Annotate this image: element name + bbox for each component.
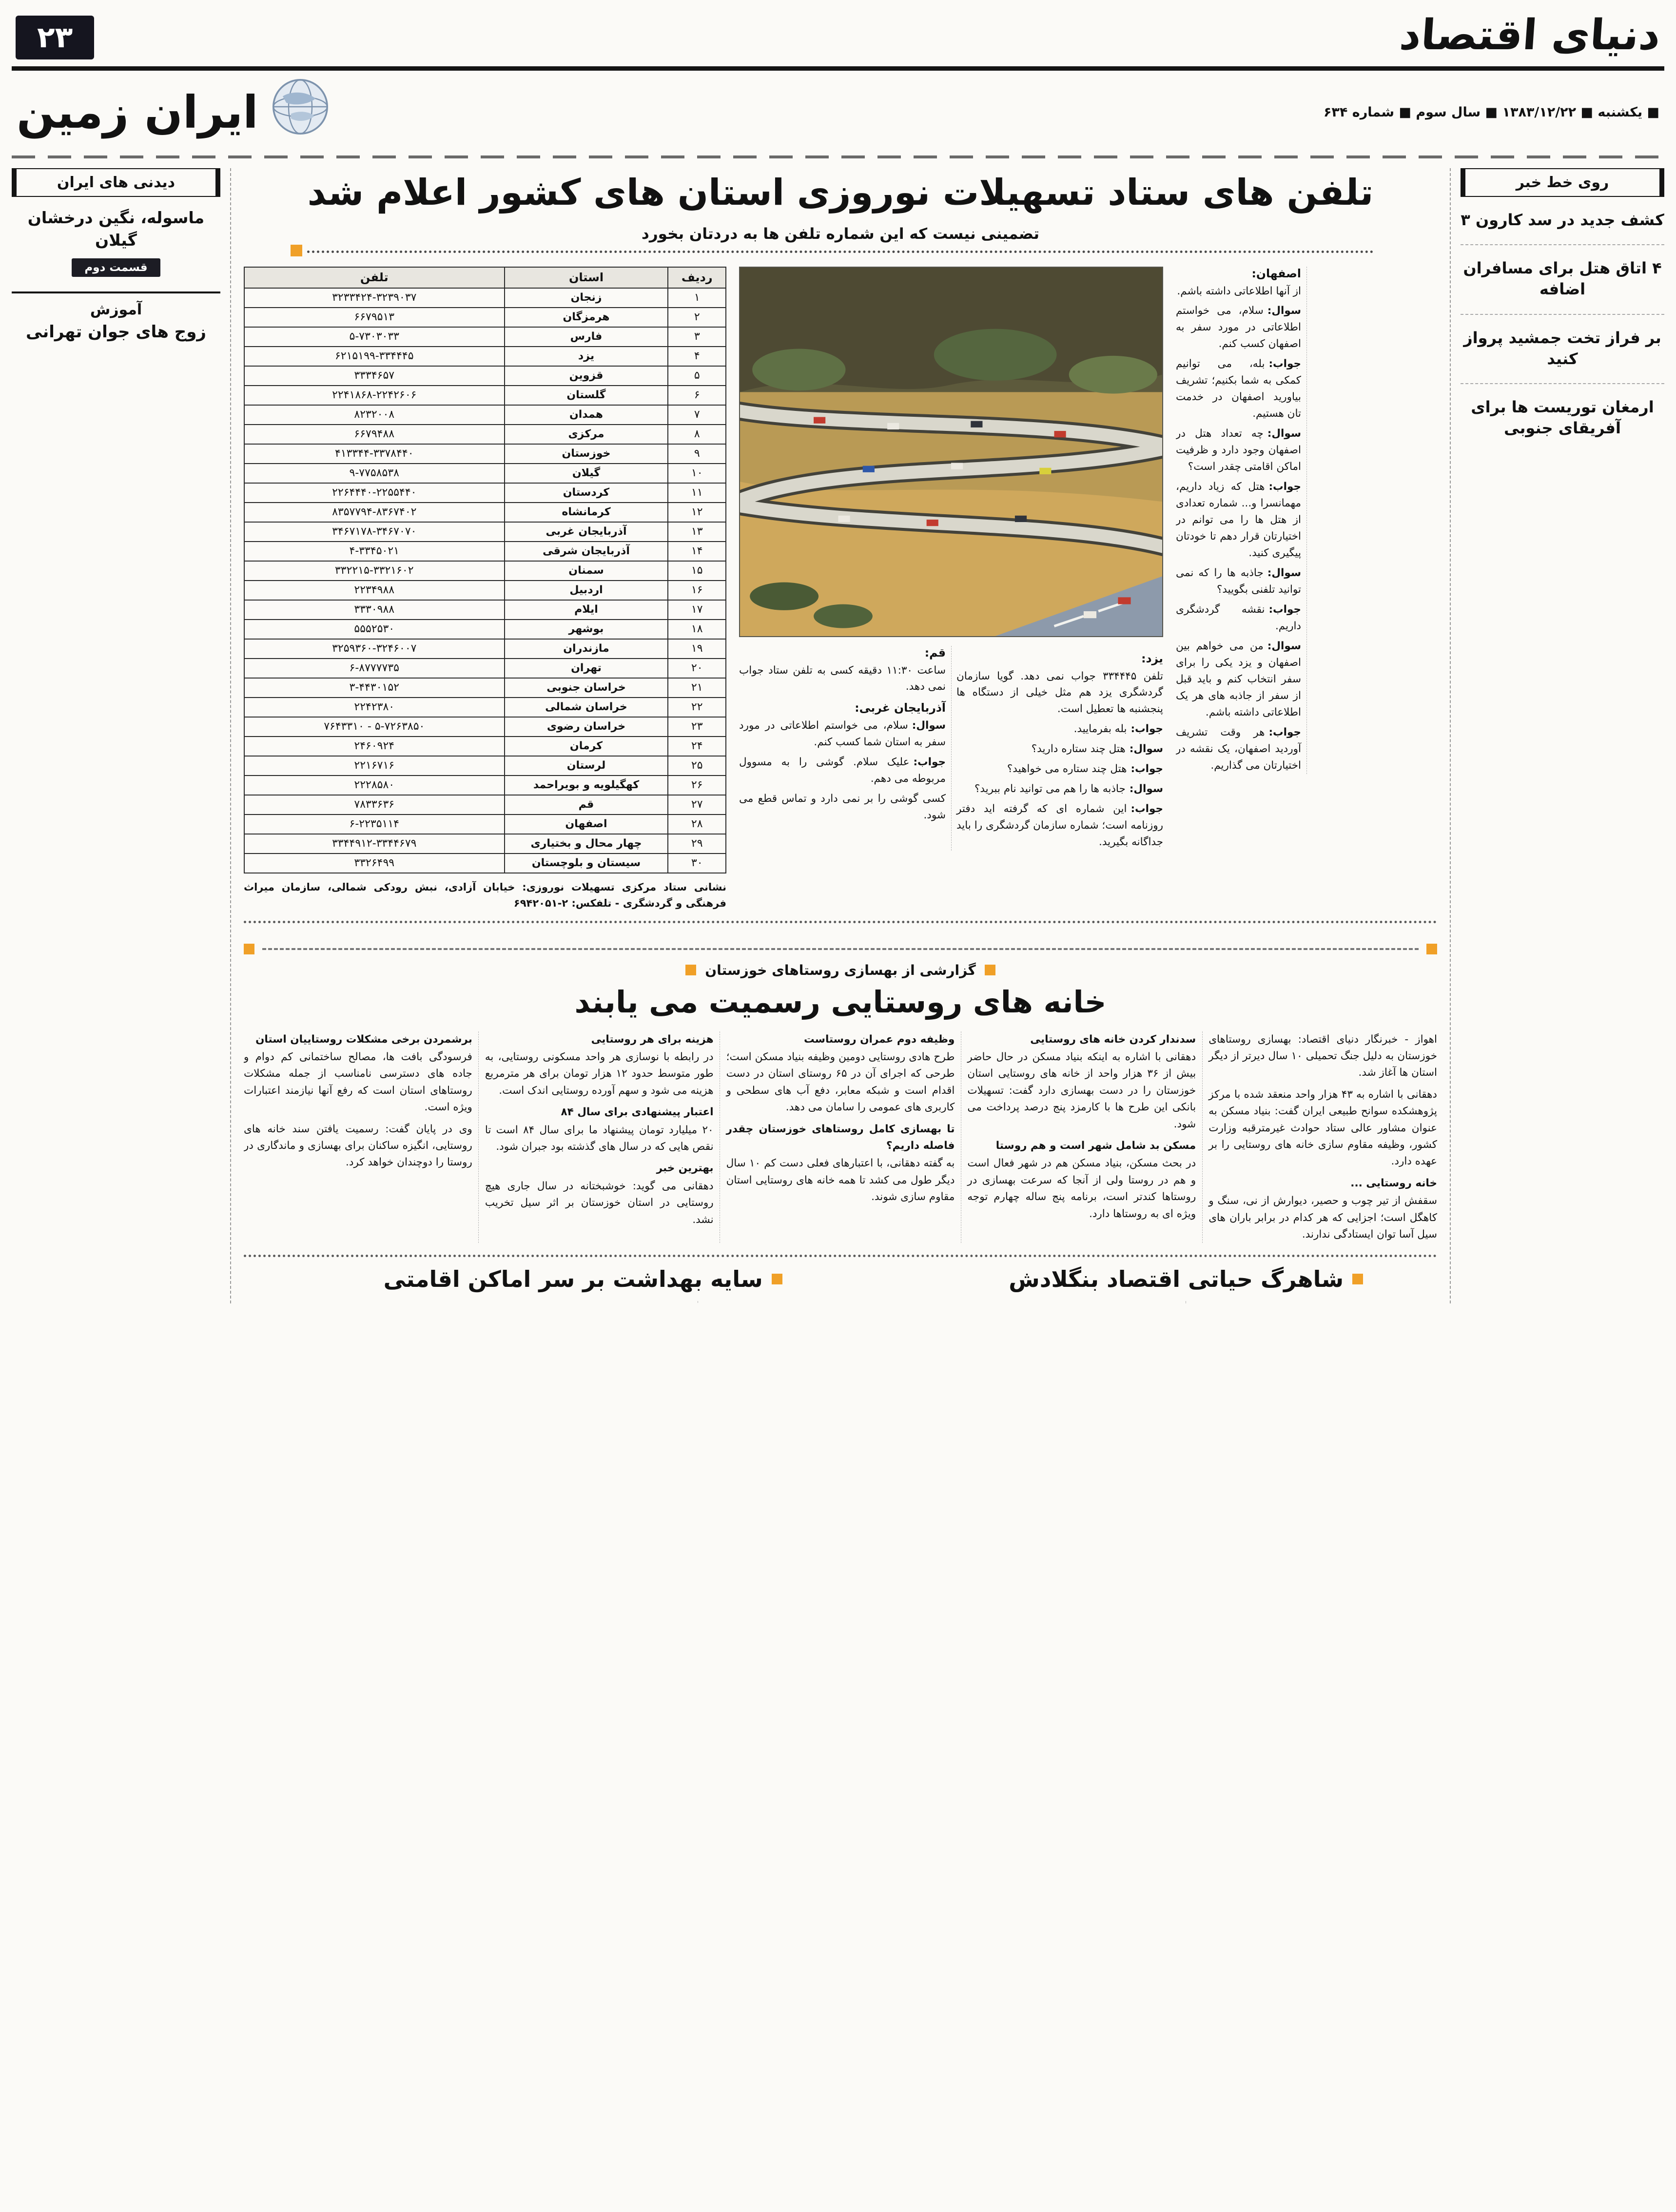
masuleh-article (12, 207, 220, 277)
qa-line (1176, 565, 1301, 598)
cell-phone: ۶۲۱۵۱۹۹-۳۳۴۴۴۵ (244, 347, 505, 366)
table-row (244, 834, 726, 854)
training-kicker: آموزش (12, 291, 220, 318)
qa-line-text: من می خواهم بین اصفهان و یزد یکی را برای سفر انتخاب کنم و باید قبل از سفر از جاذبه های هر یک اطلاعاتی داشته باشم. (1176, 640, 1301, 718)
left-rail-kicker: دیدنی های ایران (12, 168, 220, 197)
table-row (244, 386, 726, 405)
rail-article-title: بر فراز تخت جمشید پرواز کنید (1463, 328, 1661, 368)
cell-phone: ۷۸۳۳۶۳۶ (244, 795, 505, 815)
qa-line (1176, 602, 1301, 635)
khuzestan-item-text: اهواز - خبرنگار دنیای اقتصاد: بهسازی روستاهای خوزستان به دلیل جنگ تحمیلی ۱۰ سال دیرتر از دیگر استان ها آغاز شد. (1208, 1033, 1437, 1079)
cell-province: اصفهان (505, 815, 668, 834)
masuleh-title: ماسوله، نگین درخشان گیلان (27, 208, 205, 250)
khuzestan-subhead: هزینه برای هر روستایی (591, 1033, 714, 1046)
qa-line-text: این شماره ای که گرفته اید دفتر روزنامه است؛ شماره سازمان گردشگری را باید جداگانه بگیرید. (956, 803, 1163, 849)
qa-line-text: سلام، می خواستم اطلاعاتی در مورد سفر به اصفهان کسب کنم. (1176, 305, 1301, 350)
left-rail (12, 168, 231, 1303)
cell-row-number: ۱۶ (668, 581, 726, 600)
khuzestan-subhead: وظیفه دوم عمران روستاست (804, 1033, 955, 1046)
cell-province: مازندران (505, 639, 668, 659)
table-row (244, 561, 726, 581)
bangladesh-body (935, 1301, 1437, 1303)
cell-phone: ۲۲۳۴۹۸۸ (244, 581, 505, 600)
cell-province: قزوین (505, 366, 668, 386)
cell-row-number: ۳۰ (668, 854, 726, 873)
cell-province: خراسان جنوبی (505, 678, 668, 698)
rail-article-title: کشف جدید در سد کارون ۳ (1461, 211, 1664, 229)
cell-province: کهگیلویه و بویراحمد (505, 776, 668, 795)
qa-line-label: سوال: (1267, 567, 1301, 579)
cell-row-number: ۱۹ (668, 639, 726, 659)
qa-block (1176, 267, 1301, 774)
cell-province: گیلان (505, 464, 668, 483)
table-row (244, 366, 726, 386)
khuzestan-subhead: بهترین خبر (656, 1162, 714, 1175)
bangladesh-article (935, 1266, 1437, 1303)
orange-square-icon (772, 1274, 782, 1284)
lead-intro-cell (1176, 267, 1437, 912)
cell-phone: ۸۳۵۷۷۹۴-۸۳۶۷۴۰۲ (244, 503, 505, 522)
lead-intro-columns (1176, 267, 1437, 774)
lead-headline: تلفن های ستاد تسهیلات نوروزی استان های کشور اعلام شد (307, 172, 1374, 213)
training-title: زوج های جوان تهرانی (26, 322, 206, 342)
cell-row-number: ۹ (668, 444, 726, 464)
cell-row-number: ۲۷ (668, 795, 726, 815)
table-row (244, 464, 726, 483)
cell-row-number: ۲ (668, 308, 726, 327)
khuzestan-item (967, 1031, 1196, 1133)
cell-row-number: ۱۳ (668, 522, 726, 542)
cell-province: یزد (505, 347, 668, 366)
khuzestan-item-text: در رابطه با نوسازی هر واحد مسکونی روستایی، به طور متوسط حدود ۱۲ هزار تومان برای هر مترمربع هزینه می شود و سهم آورده روستایی اندک است. (485, 1051, 714, 1097)
cell-row-number: ۱۵ (668, 561, 726, 581)
qa-line-text: نقشه گردشگری داریم. (1176, 603, 1301, 632)
right-rail-articles (1461, 210, 1664, 452)
orange-square-icon (685, 965, 696, 975)
cell-phone: ۵۵۵۲۵۳۰ (244, 620, 505, 639)
khuzestan-item-text: وی در پایان گفت: رسمیت یافتن سند خانه های روستایی، انگیزه ساکنان برای بهسازی و ماندگاری در روستا را دوچندان خواهد کرد. (244, 1123, 472, 1169)
qa-line-text: چه تعداد هتل در اصفهان وجود دارد و ظرفیت اماکن اقامتی چقدر است؟ (1176, 427, 1301, 473)
qa-under-photo (739, 646, 1163, 851)
cell-phone: ۵-۷۳۰۳۰۳۳ (244, 327, 505, 347)
cell-province: سیستان و بلوچستان (505, 854, 668, 873)
page (12, 0, 1664, 1303)
health-title: سایه بهداشت بر سر اماکن اقامتی (383, 1266, 763, 1293)
rail-article (1461, 258, 1664, 314)
qa-line (956, 741, 1163, 757)
table-row (244, 659, 726, 678)
cell-phone: ۳-۴۴۳۰۱۵۲ (244, 678, 505, 698)
table-row (244, 795, 726, 815)
qa-line (956, 668, 1163, 718)
khuzestan-body (244, 1031, 1437, 1243)
qa-city-label: قم: (924, 645, 946, 660)
qa-line (956, 721, 1163, 737)
phone-table-body (244, 288, 726, 873)
health-article (244, 1266, 922, 1303)
cell-phone: ۲۲۴۲۳۸۰ (244, 698, 505, 717)
page-number: ۲۳ (16, 16, 94, 59)
khuzestan-subhead: مسکن بد شامل شهر است و هم روستا (995, 1140, 1196, 1152)
masthead-row (12, 8, 1664, 66)
photo-cell (739, 267, 1163, 912)
cell-row-number: ۵ (668, 366, 726, 386)
cell-province: همدان (505, 405, 668, 425)
khuzestan-item (1208, 1031, 1437, 1082)
col-header-row: ردیف (668, 267, 726, 288)
khuzestan-item (967, 1138, 1196, 1222)
khuzestan-item-text: فرسودگی بافت ها، مصالح ساختمانی کم دوام و جاده های دسترسی نامناسب از جمله مشکلات روستاهای استان است که رفع آنها نیازمند اعتبارات ویژه است. (244, 1051, 472, 1114)
table-row (244, 717, 726, 737)
khuzestan-item-text: به گفته دهقانی، با اعتبارهای فعلی دست کم ۱۰ سال دیگر طول می کشد تا همه خانه های روستایی استان مقاوم سازی شوند. (726, 1157, 955, 1203)
cell-phone: ۲۲۴۱۸۶۸-۲۲۴۲۶۰۶ (244, 386, 505, 405)
cell-province: کردستان (505, 483, 668, 503)
dateline: ■ یکشنبه ■ ۱۳۸۳/۱۲/۲۲ ■ سال سوم ■ شماره ۶۳۴ (1323, 104, 1659, 120)
qa-lines (739, 662, 946, 696)
orange-square-icon (985, 965, 995, 975)
cell-row-number: ۱۸ (668, 620, 726, 639)
khuzestan-item-text: ۲۰ میلیارد تومان پیشنهاد ما برای سال ۸۴ است تا نقص هایی که در سال های گذشته بود جبران شود. (485, 1124, 714, 1153)
cell-row-number: ۲۳ (668, 717, 726, 737)
cell-phone: ۳۲۵۹۳۶۰-۳۲۴۶۰۰۷ (244, 639, 505, 659)
table-row (244, 522, 726, 542)
cell-row-number: ۲۲ (668, 698, 726, 717)
qa-line-text: هتل چند ستاره می خواهید؟ (1007, 763, 1127, 776)
rail-article (1461, 397, 1664, 452)
cell-province: هرمزگان (505, 308, 668, 327)
cell-row-number: ۲۸ (668, 815, 726, 834)
khuzestan-item (726, 1031, 955, 1116)
table-row (244, 308, 726, 327)
cell-phone: ۲۲۲۸۵۸۰ (244, 776, 505, 795)
khuzestan-headline: خانه های روستایی رسمیت می یابند (574, 984, 1107, 1020)
cell-province: فارس (505, 327, 668, 347)
cell-phone: ۶۶۷۹۵۱۳ (244, 308, 505, 327)
orange-square-icon (244, 944, 254, 954)
qa-line-label: جواب: (1130, 723, 1163, 736)
khuzestan-kicker (244, 962, 1437, 978)
qa-block (956, 652, 1163, 851)
khuzestan-subhead: برشمردن برخی مشکلات روستاییان استان (255, 1033, 472, 1046)
cell-row-number: ۲۰ (668, 659, 726, 678)
table-row (244, 815, 726, 834)
cell-row-number: ۴ (668, 347, 726, 366)
part-badge: قسمت دوم (72, 258, 160, 277)
cell-phone: ۶-۸۷۷۷۷۳۵ (244, 659, 505, 678)
section-name: ایران زمین (17, 86, 258, 138)
section-title (17, 78, 330, 147)
khuzestan-item-text: دهقانی با اشاره به اینکه بنیاد مسکن در حال حاضر بیش از ۳۶ هزار واحد از خانه های روستایی استان خوزستان را در دست بهسازی دارد گفت: تسهیلات بانکی این طرح ها با کارمزد پنج درصد پرداخت می شود. (967, 1051, 1196, 1130)
cell-phone: ۴۱۳۳۴۴-۳۳۷۸۴۴۰ (244, 444, 505, 464)
cell-row-number: ۱۰ (668, 464, 726, 483)
cell-phone: ۳۳۳۴۶۵۷ (244, 366, 505, 386)
cell-row-number: ۲۶ (668, 776, 726, 795)
cell-province: لرستان (505, 756, 668, 776)
cell-province: گلستان (505, 386, 668, 405)
khuzestan-report (244, 962, 1437, 1243)
qa-line-label: جواب: (1268, 481, 1301, 493)
qa-line (739, 791, 946, 824)
lead-story (244, 168, 1437, 1303)
cell-province: خراسان رضوی (505, 717, 668, 737)
qa-line (739, 718, 946, 751)
right-rail (1450, 168, 1664, 1303)
masthead-rule (12, 66, 1664, 71)
qa-strip (244, 921, 1437, 931)
lead-subhead: تضمینی نیست که این شماره تلفن ها به دردتان بخورد (307, 225, 1374, 253)
qa-block (739, 701, 946, 824)
qa-line-text: هتل چند ستاره دارید؟ (1031, 743, 1126, 756)
khuzestan-subhead: سدندار کردن خانه های روستایی (1030, 1033, 1196, 1046)
page-header (12, 8, 1664, 158)
table-row (244, 327, 726, 347)
qa-lines (739, 718, 946, 824)
qa-line-text: جاذبه ها را هم می توانید نام ببرید؟ (974, 783, 1126, 796)
qa-line-label: سوال: (1267, 640, 1301, 652)
qa-line-label: جواب: (1268, 603, 1301, 616)
qa-lines (1176, 283, 1301, 774)
cell-province: خوزستان (505, 444, 668, 464)
bangladesh-title: شاهرگ حیاتی اقتصاد بنگلادش (1009, 1266, 1344, 1293)
cell-phone: ۸۲۳۲۰۰۸ (244, 405, 505, 425)
table-row (244, 405, 726, 425)
cell-province: سمنان (505, 561, 668, 581)
table-row (244, 639, 726, 659)
qa-line-text: از آنها اطلاعاتی داشته باشم. (1177, 285, 1301, 297)
qa-line-text: هتل که زیاد داریم، مهمانسرا و... شماره تعدادی از هتل ها را می توانم در اختیارتان قرار دهم تا خودتان پیگیری کنید. (1176, 481, 1301, 560)
cell-row-number: ۸ (668, 425, 726, 444)
divider-line (262, 948, 1419, 950)
cell-phone: ۳۳۲۶۴۹۹ (244, 854, 505, 873)
cell-phone: ۳۲۳۳۴۲۴-۳۲۳۹۰۳۷ (244, 288, 505, 308)
table-row (244, 737, 726, 756)
cell-province: کرمانشاه (505, 503, 668, 522)
qa-lines (956, 668, 1163, 851)
table-row (244, 678, 726, 698)
khuzestan-item (1208, 1087, 1437, 1170)
cell-province: قم (505, 795, 668, 815)
khuzestan-item-text: دهقانی با اشاره به ۴۳ هزار واحد منعقد شده با مرکز پژوهشکده سوانح طبیعی ایران گفت: بنیاد مسکن به عنوان مشاور عالی ستاد حوادث غیرمترقبه وزارت کشور، وظیفه مقاوم سازی خانه های روستایی را بر عهده دارد. (1208, 1088, 1437, 1168)
khuzestan-kicker-text: گزارشی از بهسازی روستاهای خوزستان (705, 962, 976, 978)
section-divider (244, 944, 1437, 954)
dashed-divider (12, 155, 1664, 158)
table-row (244, 444, 726, 464)
khuzestan-item-text: دهقانی می گوید: خوشبختانه در سال جاری هیچ روستایی در استان خوزستان بر اثر سیل تخریب نشد. (485, 1180, 714, 1226)
khuzestan-item (485, 1031, 714, 1100)
globe-icon (271, 78, 330, 147)
cell-province: تهران (505, 659, 668, 678)
cell-phone: ۶-۲۲۳۵۱۱۴ (244, 815, 505, 834)
qa-line-label: سوال: (1129, 743, 1163, 756)
cell-phone: ۳۳۲۲۱۵-۳۳۲۱۶۰۲ (244, 561, 505, 581)
khuzestan-item-text: در بحث مسکن، بنیاد مسکن هم در شهر فعال است و هم در روستا ولی از آنجا که سرعت بهسازی در روستاها کندتر است، برنامه پنج ساله چهارم توجه ویژه ای به روستاها دارد. (967, 1157, 1196, 1220)
qa-line-text: تلفن ۳۳۴۴۴۵ جواب نمی دهد. گویا سازمان گردشگری یزد هم مثل خیلی از دستگاه ها پنجشنبه ها تعطیل است. (956, 670, 1163, 716)
bottom-articles-row (244, 1255, 1437, 1303)
cell-province: ایلام (505, 600, 668, 620)
main-grid (12, 168, 1664, 1303)
qa-line-label: سوال: (912, 719, 946, 732)
phone-table-head (244, 267, 726, 288)
road-photo (739, 267, 1163, 637)
table-row (244, 288, 726, 308)
khuzestan-item (244, 1121, 472, 1171)
khuzestan-item (485, 1160, 714, 1228)
phone-table (244, 267, 726, 873)
khuzestan-item (485, 1104, 714, 1155)
right-rail-kicker: روی خط خبر (1461, 168, 1664, 197)
phone-table-cell (244, 267, 726, 912)
cell-phone: ۷۶۴۳۳۱۰ - ۵-۷۲۶۳۸۵۰ (244, 717, 505, 737)
qa-line-label: جواب: (1130, 763, 1163, 776)
khuzestan-item-text: طرح هادی روستایی دومین وظیفه بنیاد مسکن است؛ طرحی که اجرای آن در ۶۵ روستای استان در دست اقدام است و شبکه معابر، دفع آب های سطحی و کاربری های عمومی را سامان می دهد. (726, 1051, 955, 1114)
cell-row-number: ۲۵ (668, 756, 726, 776)
cell-row-number: ۷ (668, 405, 726, 425)
table-row (244, 854, 726, 873)
qa-line (1176, 724, 1301, 774)
table-row (244, 776, 726, 795)
qa-line (739, 754, 946, 787)
cell-phone: ۳۳۴۴۹۱۲-۳۳۴۴۶۷۹ (244, 834, 505, 854)
qa-block (739, 646, 946, 696)
qa-line-text: بله بفرمایید. (1073, 723, 1127, 736)
qa-inline-blocks (1176, 267, 1301, 774)
khuzestan-subhead: تا بهسازی کامل روستاهای خوزستان چقدر فاصله داریم؟ (726, 1123, 955, 1152)
orange-square-icon (1352, 1274, 1363, 1284)
qa-line-text: ساعت ۱۱:۳۰ دقیقه کسی به تلفن ستاد جواب نمی دهد. (739, 664, 946, 693)
qa-line (1176, 356, 1301, 422)
lead-top-grid (244, 267, 1437, 912)
qa-line (1176, 479, 1301, 562)
table-caption: نشانی ستاد مرکزی تسهیلات نوروزی: خیابان آزادی، نبش رودکی شمالی، سازمان میراث فرهنگی و گردشگری - تلفکس: ۲-۶۹۴۲۰۵۱ (244, 881, 726, 910)
qa-line-text: جاذبه ها را که نمی توانید تلفنی بگویید؟ (1176, 567, 1301, 596)
qa-line-label: سوال: (1267, 427, 1301, 440)
table-row (244, 503, 726, 522)
qa-line-text: علیک سلام. گوشی را به مسوول مربوطه می دهم. (739, 756, 946, 785)
qa-line (739, 662, 946, 696)
khuzestan-subhead: اعتبار پیشنهادی برای سال ۸۴ (561, 1106, 714, 1119)
section-row (12, 71, 1664, 151)
cell-row-number: ۲۹ (668, 834, 726, 854)
orange-square-icon (1426, 944, 1437, 954)
col-header-province: استان (505, 267, 668, 288)
qa-line-label: جواب: (1130, 803, 1163, 815)
newspaper-logo: دنیای اقتصاد (1398, 11, 1662, 59)
cell-phone: ۳۳۳۰۹۸۸ (244, 600, 505, 620)
qa-line-label: جواب: (1268, 358, 1301, 370)
qa-line-label: جواب: (913, 756, 946, 769)
rail-article-title: ۴ اتاق هتل برای مسافران اضافه (1463, 259, 1662, 299)
cell-province: آذربایجان غربی (505, 522, 668, 542)
table-row (244, 425, 726, 444)
cell-phone: ۴-۳۳۴۵۰۲۱ (244, 542, 505, 561)
table-row (244, 542, 726, 561)
cell-row-number: ۱ (668, 288, 726, 308)
table-row (244, 756, 726, 776)
khuzestan-item (726, 1121, 955, 1206)
qa-line (1176, 426, 1301, 475)
cell-province: بوشهر (505, 620, 668, 639)
table-row (244, 347, 726, 366)
qa-line-label: سوال: (1129, 783, 1163, 796)
cell-province: خراسان شمالی (505, 698, 668, 717)
health-title-row (244, 1266, 922, 1292)
rail-article (1461, 328, 1664, 384)
table-row (244, 600, 726, 620)
cell-province: اردبیل (505, 581, 668, 600)
qa-line-label: سوال: (1267, 305, 1301, 317)
cell-phone: ۶۶۷۹۴۸۸ (244, 425, 505, 444)
qa-city-label: یزد: (1141, 651, 1163, 665)
rail-article (1461, 210, 1664, 245)
col-header-phone: تلفن (244, 267, 505, 288)
cell-row-number: ۱۴ (668, 542, 726, 561)
cell-phone: ۲۲۱۶۷۱۶ (244, 756, 505, 776)
cell-row-number: ۲۱ (668, 678, 726, 698)
qa-line-text: هر وقت تشریف آوردید اصفهان، یک نقشه در اختیارتان می گذاریم. (1176, 726, 1301, 772)
khuzestan-item (244, 1031, 472, 1116)
rail-article-title: ارمغان توریست ها برای آفریقای جنوبی (1471, 397, 1654, 438)
qa-line (956, 801, 1163, 851)
khuzestan-item-text: سقفش از تیر چوب و حصیر، دیوارش از نی، سنگ و کاهگل است؛ اجزایی که هر کدام در برابر باران های سیل آسا توان ایستادگی ندارند. (1208, 1195, 1437, 1241)
cell-row-number: ۱۲ (668, 503, 726, 522)
cell-province: زنجان (505, 288, 668, 308)
bangladesh-title-row (935, 1266, 1437, 1292)
cell-phone: ۲۲۶۴۴۴۰-۲۲۵۵۴۴۰ (244, 483, 505, 503)
qa-city-label: آذربایجان غربی: (855, 701, 946, 715)
qa-line-text: بله، می توانیم کمکی به شما بکنیم؛ تشریف بیاورید اصفهان در خدمت تان هستیم. (1176, 358, 1301, 420)
cell-phone: ۳۴۶۷۱۷۸-۳۴۶۷۰۷۰ (244, 522, 505, 542)
cell-row-number: ۱۱ (668, 483, 726, 503)
cell-row-number: ۲۴ (668, 737, 726, 756)
cell-phone: ۲۴۶۰۹۲۴ (244, 737, 505, 756)
cell-province: مرکزی (505, 425, 668, 444)
table-row (244, 483, 726, 503)
cell-row-number: ۳ (668, 327, 726, 347)
cell-province: کرمان (505, 737, 668, 756)
qa-line (1176, 638, 1301, 721)
qa-line (956, 781, 1163, 797)
khuzestan-item (1208, 1175, 1437, 1243)
cell-province: چهار محال و بختیاری (505, 834, 668, 854)
qa-line (1176, 303, 1301, 352)
training-article (12, 291, 220, 342)
qa-city-label: اصفهان: (1251, 266, 1301, 280)
table-row (244, 620, 726, 639)
qa-line (956, 761, 1163, 777)
qa-line-text: کسی گوشی را بر نمی دارد و تماس قطع می شود. (739, 793, 946, 822)
qa-line-text: سلام، می خواستم اطلاعاتی در مورد سفر به استان شما کسب کنم. (739, 719, 946, 749)
khuzestan-subhead: خانه روستایی ... (1350, 1177, 1437, 1189)
cell-row-number: ۶ (668, 386, 726, 405)
qa-line-label: جواب: (1268, 726, 1301, 738)
cell-phone: ۹-۷۷۵۸۵۳۸ (244, 464, 505, 483)
health-body (244, 1301, 922, 1302)
table-row (244, 698, 726, 717)
qa-line (1176, 283, 1301, 300)
cell-row-number: ۱۷ (668, 600, 726, 620)
cell-province: آذربایجان شرقی (505, 542, 668, 561)
table-row (244, 581, 726, 600)
